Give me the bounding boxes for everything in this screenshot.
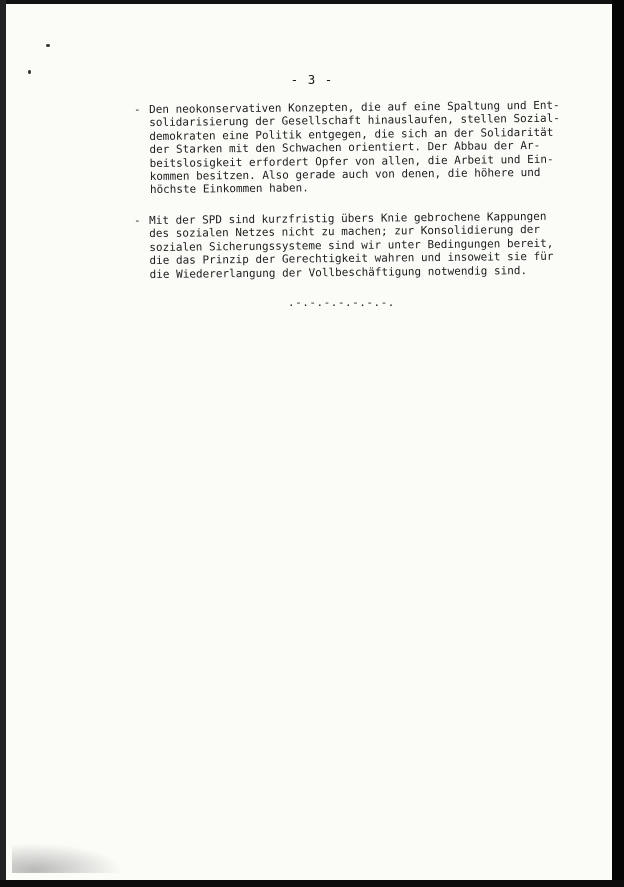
scan-noise [12, 843, 122, 873]
text-line: sozialen Sicherungssysteme sind wir unter Bedingungen bereit, [149, 236, 554, 254]
scan-border-right [612, 0, 624, 887]
text-line: solidarisierung der Gesellschaft hinauslaufen, stellen Sozial- [149, 112, 560, 130]
page-number: - 3 - [290, 72, 334, 87]
text-line: kommen besitzen. Also gerade auch von denen, die höhere und [149, 165, 541, 184]
text-line: die Wiedererlangung der Vollbeschäftigung notwendig sind. [149, 263, 528, 281]
text-line: beitslosigkeit erfordert Opfer von allen, die Arbeit und Ein- [149, 152, 554, 170]
list-bullet: - [134, 214, 141, 227]
text-line: Mit der SPD sind kurzfristig übers Knie gebrochene Kappungen [149, 209, 547, 227]
scan-speck [46, 44, 50, 47]
scan-border-bottom [0, 880, 624, 887]
list-item-text [149, 210, 575, 281]
text-line: der Starken mit den Schwachen orientiert. Der Abbau der Ar- [149, 139, 541, 157]
text-line: höchste Einkommen haben. [149, 181, 309, 197]
text-line: Den neokonservativen Konzepten, die auf eine Spaltung und Ent- [149, 98, 560, 116]
text-line: die das Prinzip der Gerechtigkeit wahren und insoweit sie für [149, 249, 554, 268]
list-bullet: - [134, 103, 141, 116]
end-mark: .-.-.-.-.-.-.-. [288, 296, 395, 309]
text-line: des sozialen Netzes nicht zu machen; zur Konsolidierung der [149, 223, 540, 241]
text-line: demokraten eine Politik entgegen, die sich an der Solidarität [149, 125, 554, 143]
list-item-text [149, 99, 575, 197]
